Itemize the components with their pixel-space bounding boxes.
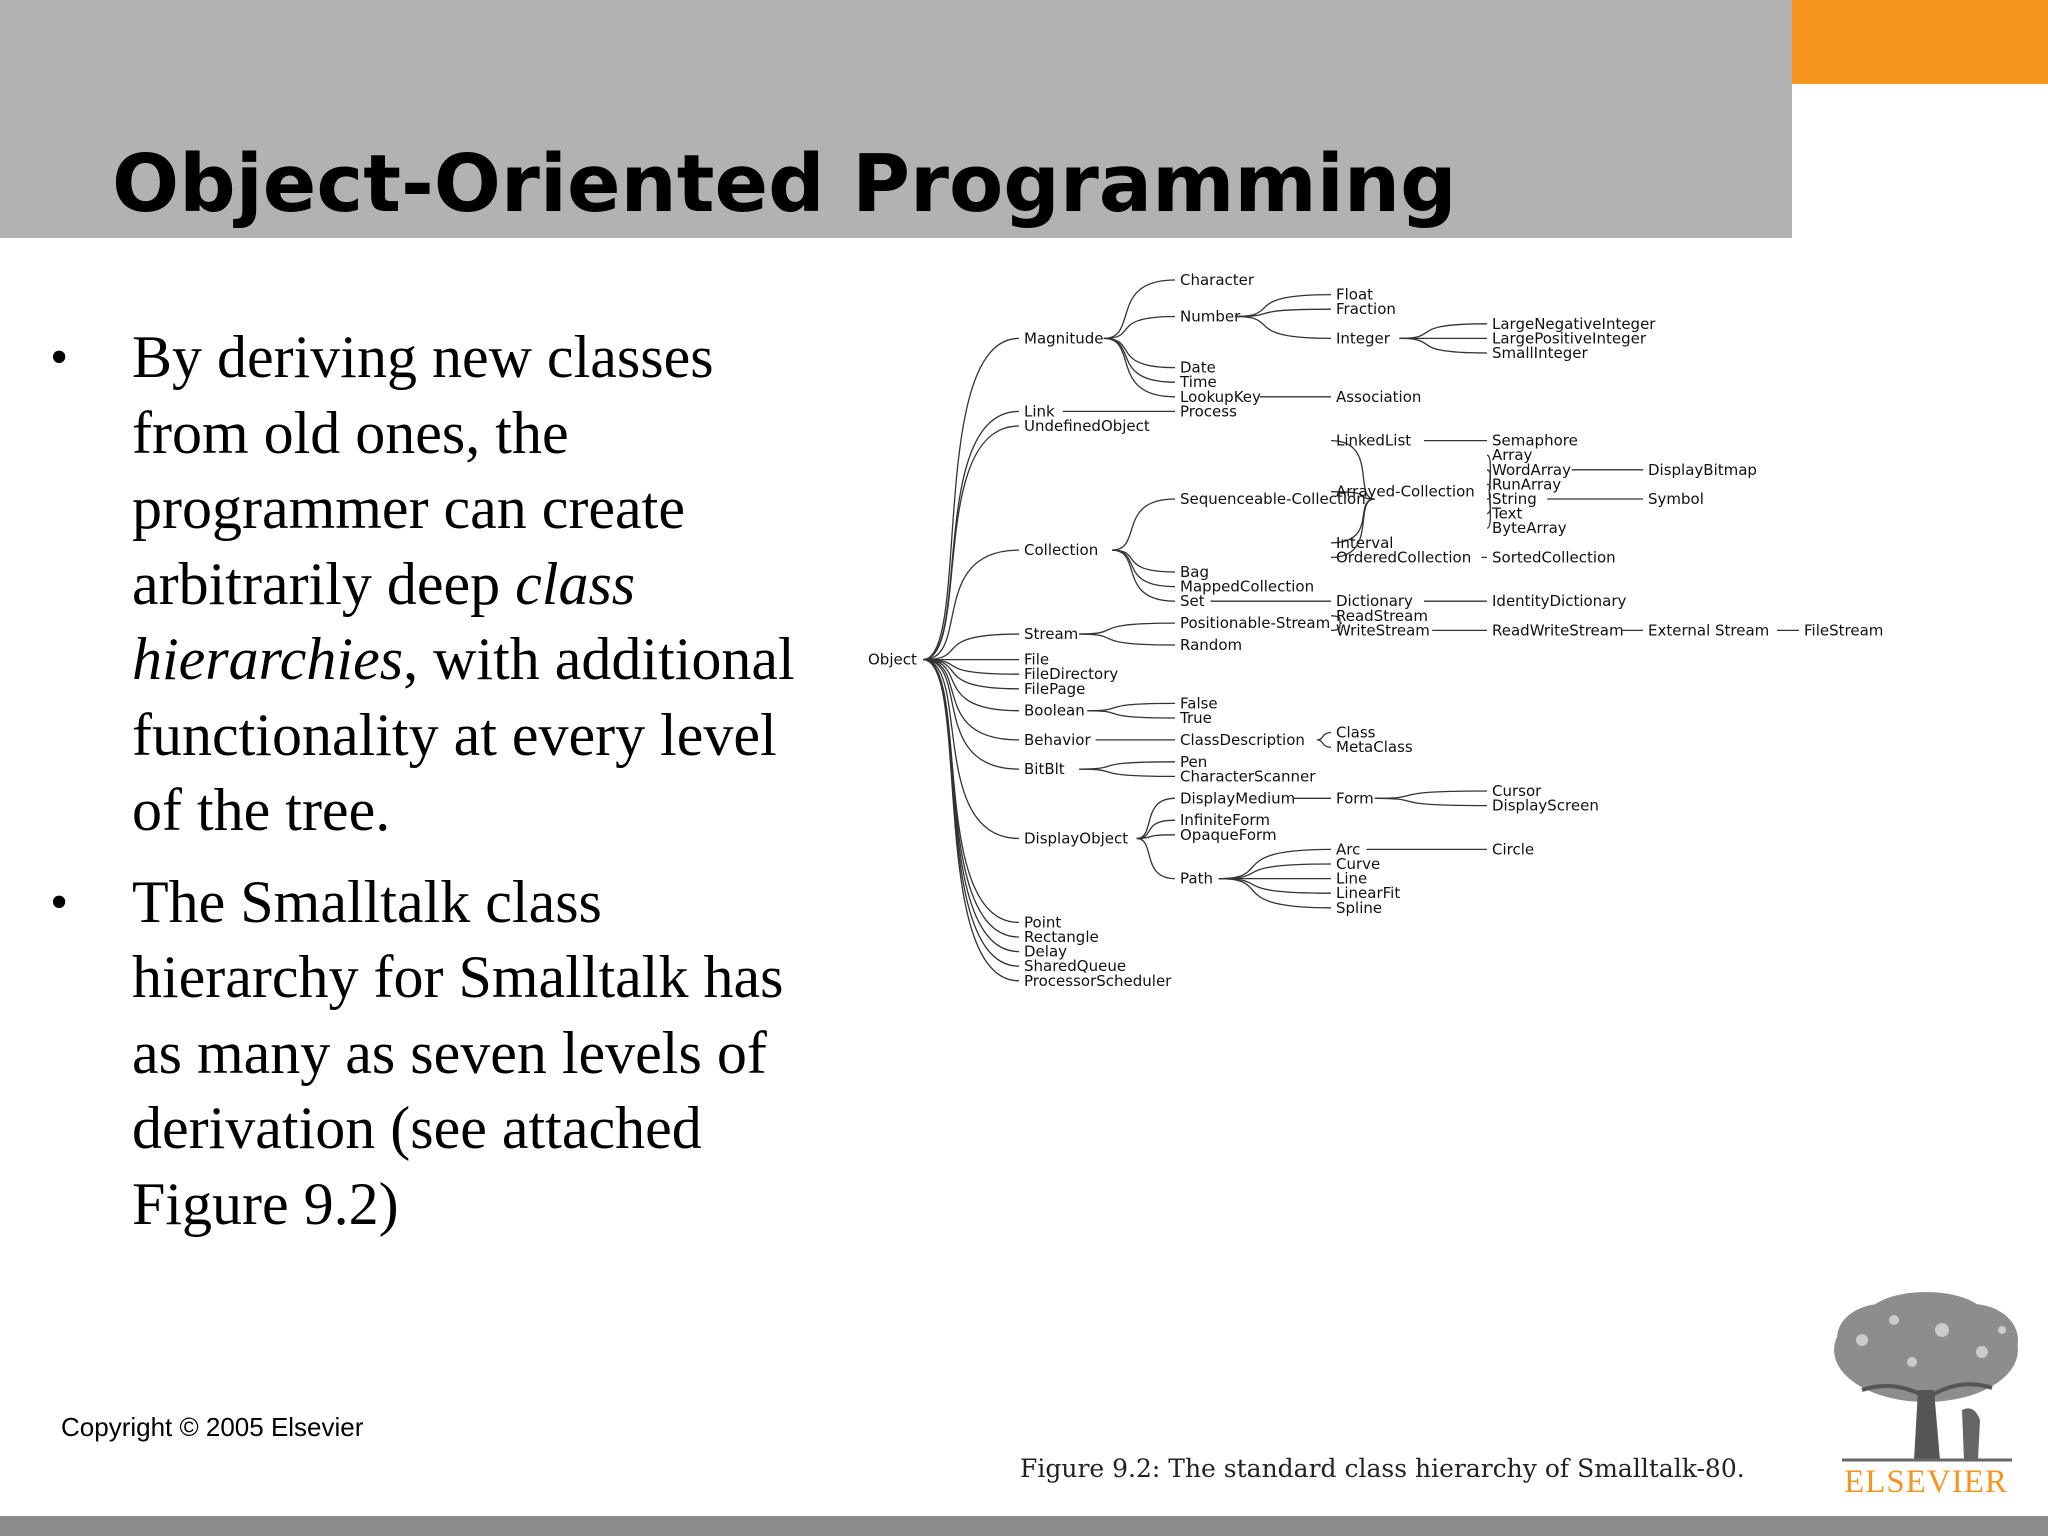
edge-collection-to-set — [1112, 550, 1175, 601]
class-node-bitblt: BitBlt — [1024, 760, 1065, 779]
class-node-random: Random — [1180, 636, 1243, 654]
edge-stream-to-random — [1079, 634, 1175, 645]
bullet-text: The Smalltalk class hierarchy for Smalltalk has as many as seven levels of derivation (see attached Figure 9.2) — [132, 868, 784, 1237]
figure-caption: Figure 9.2: The standard class hierarchy of Smalltalk-80. — [1020, 1454, 1745, 1483]
class-node-dictionary: Dictionary — [1336, 592, 1413, 611]
class-node-displaybitmap: DisplayBitmap — [1648, 460, 1757, 479]
class-node-magnitude: Magnitude — [1024, 329, 1104, 348]
bullet-text-end: , with additional functionality at every level of the tree. — [132, 626, 795, 843]
class-node-form: Form — [1336, 789, 1374, 808]
class-node-mappedcollection: MappedCollection — [1180, 577, 1315, 596]
class-node-largepositiveinteger: LargePositiveInteger — [1492, 329, 1646, 348]
class-node-metaclass: MetaClass — [1336, 738, 1413, 757]
class-node-characterscanner: CharacterScanner — [1180, 767, 1316, 786]
class-node-character: Character — [1180, 271, 1255, 289]
class-node-association: Association — [1336, 387, 1422, 406]
edge-arrayed-collection-to-bytearray — [1487, 492, 1490, 529]
class-node-displayobject: DisplayObject — [1024, 829, 1129, 848]
edge-magnitude-to-time — [1104, 338, 1175, 382]
edge-stream-to-positionable-stream — [1079, 623, 1175, 634]
class-node-bag: Bag — [1180, 563, 1210, 581]
edge-displayobject-to-displaymedium — [1137, 798, 1175, 838]
edge-path-to-linearfit — [1219, 879, 1331, 894]
class-node-rectangle: Rectangle — [1024, 928, 1099, 946]
class-node-spline: Spline — [1336, 898, 1383, 917]
bullet-item — [50, 865, 840, 1243]
class-node-lookupkey: LookupKey — [1180, 387, 1261, 406]
class-node-boolean: Boolean — [1024, 701, 1085, 720]
class-node-undefinedobject: UndefinedObject — [1024, 417, 1150, 435]
class-node-opaqueform: OpaqueForm — [1180, 825, 1277, 844]
edge-bitblt-to-characterscanner — [1079, 769, 1175, 776]
edge-object-to-processorscheduler — [923, 660, 1019, 981]
edge-number-to-integer — [1235, 317, 1331, 339]
tree-logo-icon — [1822, 1290, 2030, 1465]
bullet-list — [50, 320, 840, 1258]
class-node-classdescription: ClassDescription — [1180, 730, 1305, 749]
edge-bitblt-to-pen — [1079, 762, 1175, 769]
class-node-semaphore: Semaphore — [1492, 431, 1578, 450]
class-node-cursor: Cursor — [1492, 782, 1542, 800]
class-node-identitydictionary: IdentityDictionary — [1492, 592, 1627, 611]
bottom-bar — [0, 1516, 2048, 1536]
class-node-linearfit: LinearFit — [1336, 884, 1401, 903]
class-node-pen: Pen — [1180, 752, 1208, 771]
class-node-displayscreen: DisplayScreen — [1492, 796, 1599, 815]
class-node-path: Path — [1180, 869, 1213, 888]
elsevier-wordmark: ELSEVIER — [1844, 1464, 2008, 1500]
class-node-fraction: Fraction — [1336, 300, 1396, 319]
edge-object-to-delay — [923, 660, 1019, 952]
class-node-array: Array — [1492, 446, 1533, 465]
class-node-filedirectory: FileDirectory — [1024, 665, 1119, 684]
edge-form-to-displayscreen — [1375, 798, 1487, 805]
class-node-process: Process — [1180, 402, 1237, 421]
slide-title: Object-Oriented Programming — [112, 138, 1457, 230]
class-node-filestream: FileStream — [1804, 621, 1884, 640]
class-node-link: Link — [1024, 402, 1055, 421]
class-node-file: File — [1024, 650, 1050, 669]
class-node-interval: Interval — [1336, 533, 1394, 552]
edge-classdescription-to-class — [1317, 733, 1331, 740]
elsevier-logo — [1822, 1290, 2030, 1510]
edge-path-to-curve — [1219, 864, 1331, 879]
edge-arrayed-collection-to-runarray — [1487, 484, 1490, 491]
class-node-displaymedium: DisplayMedium — [1180, 789, 1296, 808]
class-node-symbol: Symbol — [1648, 490, 1704, 508]
edge-magnitude-to-character — [1104, 280, 1175, 338]
bullet-emphasis: class hierarchies — [132, 550, 636, 692]
class-node-time: Time — [1180, 373, 1217, 392]
class-node-date: Date — [1180, 358, 1216, 377]
class-node-smallinteger: SmallInteger — [1492, 344, 1588, 362]
class-node-false: False — [1180, 694, 1218, 713]
class-node-true: True — [1180, 709, 1212, 727]
class-node-runarray: RunArray — [1492, 475, 1562, 494]
class-node-positionable-stream: Positionable-Stream — [1180, 614, 1331, 633]
class-node-external-stream: External Stream — [1648, 621, 1770, 640]
class-node-collection: Collection — [1024, 541, 1099, 560]
class-node-largenegativeinteger: LargeNegativeInteger — [1492, 314, 1656, 333]
edge-boolean-to-false — [1087, 703, 1175, 710]
class-node-sharedqueue: SharedQueue — [1024, 957, 1127, 976]
class-node-arc: Arc — [1336, 840, 1361, 859]
edge-collection-to-bag — [1112, 550, 1175, 572]
class-node-line: Line — [1336, 869, 1368, 888]
edge-number-to-fraction — [1235, 309, 1331, 316]
class-node-orderedcollection: OrderedCollection — [1336, 548, 1472, 567]
edge-boolean-to-true — [1087, 711, 1175, 718]
class-node-stream: Stream — [1024, 625, 1079, 644]
class-node-class: Class — [1336, 723, 1376, 742]
class-node-arrayed-collection: Arrayed-Collection — [1336, 482, 1475, 501]
class-node-bytearray: ByteArray — [1492, 519, 1567, 538]
edge-object-to-point — [923, 660, 1019, 923]
class-node-wordarray: WordArray — [1492, 460, 1571, 479]
bullet-text: By deriving new classes from old ones, the programmer can create arbitrarily deep — [132, 324, 714, 617]
class-node-set: Set — [1180, 592, 1205, 611]
class-node-number: Number — [1180, 307, 1241, 326]
class-node-object: Object — [868, 650, 917, 669]
class-node-string: String — [1492, 490, 1537, 508]
edge-magnitude-to-date — [1104, 338, 1175, 367]
class-node-readstream: ReadStream — [1336, 606, 1428, 625]
class-node-curve: Curve — [1336, 855, 1381, 873]
class-node-delay: Delay — [1024, 942, 1068, 961]
class-node-processorscheduler: ProcessorScheduler — [1024, 971, 1172, 990]
edge-object-to-magnitude — [923, 338, 1019, 659]
class-node-sequenceable-collection: Sequenceable-Collection — [1180, 490, 1366, 508]
edge-object-to-rectangle — [923, 660, 1019, 937]
edge-object-to-link — [923, 411, 1019, 659]
bullet-item — [50, 320, 840, 849]
class-node-integer: Integer — [1336, 329, 1390, 348]
class-node-readwritestream: ReadWriteStream — [1492, 621, 1624, 640]
edge-classdescription-to-metaclass — [1317, 740, 1331, 747]
class-node-text: Text — [1492, 504, 1523, 523]
class-node-infiniteform: InfiniteForm — [1180, 811, 1270, 830]
class-node-behavior: Behavior — [1024, 730, 1091, 749]
class-hierarchy-figure — [860, 262, 1884, 1420]
class-node-circle: Circle — [1492, 840, 1535, 859]
edge-displayobject-to-path — [1137, 838, 1175, 878]
edge-form-to-cursor — [1375, 791, 1487, 798]
class-node-point: Point — [1024, 913, 1062, 932]
edge-number-to-float — [1235, 295, 1331, 317]
edge-object-to-undefinedobject — [923, 426, 1019, 660]
class-node-sortedcollection: SortedCollection — [1492, 548, 1616, 567]
bullet-marker: • — [50, 329, 69, 386]
class-node-float: Float — [1336, 285, 1374, 304]
bullet-marker: • — [50, 873, 69, 931]
copyright-notice: Copyright © 2005 Elsevier — [61, 1412, 364, 1442]
edge-collection-to-sequenceable-collection — [1112, 499, 1175, 550]
edge-integer-to-largenegativeinteger — [1399, 324, 1487, 339]
class-node-linkedlist: LinkedList — [1336, 431, 1412, 450]
class-node-filepage: FilePage — [1024, 679, 1086, 698]
accent-block — [1792, 0, 2048, 84]
class-node-writestream: WriteStream — [1336, 621, 1430, 640]
class-hierarchy-tree — [860, 262, 1884, 1420]
edge-integer-to-smallinteger — [1399, 338, 1487, 353]
edge-object-to-displayobject — [923, 660, 1019, 839]
